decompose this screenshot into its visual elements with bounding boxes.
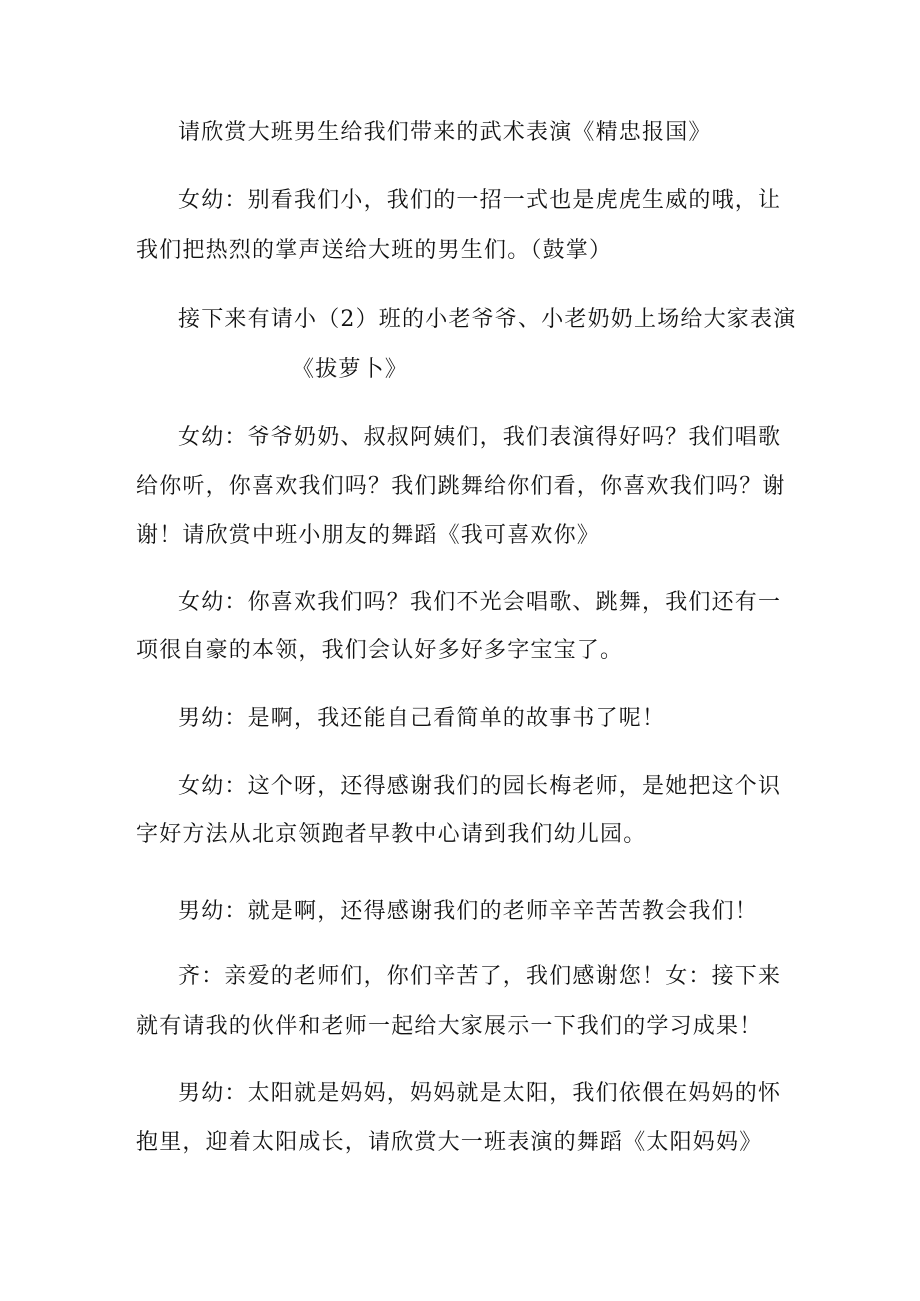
text-line-11: 男幼：是啊，我还能自己看简单的故事书了呢！ bbox=[178, 706, 666, 731]
text-line-7: 给你听，你喜欢我们吗？我们跳舞给你们看，你喜欢我们吗？谢 bbox=[136, 474, 786, 499]
text-line-2: 女幼：别看我们小，我们的一招一式也是虎虎生威的哦，让 bbox=[178, 188, 782, 213]
text-line-3: 我们把热烈的掌声送给大班的男生们。（鼓掌） bbox=[136, 238, 613, 263]
text-line-14: 男幼：就是啊，还得感谢我们的老师辛辛苦苦教会我们！ bbox=[178, 899, 759, 924]
text-line-12: 女幼：这个呀，还得感谢我们的园长梅老师，是她把这个识 bbox=[178, 774, 782, 799]
text-line-8: 谢！请欣赏中班小朋友的舞蹈《我可喜欢你》 bbox=[136, 523, 601, 548]
text-line-16: 就有请我的伙伴和老师一起给大家展示一下我们的学习成果！ bbox=[136, 1014, 763, 1039]
text-line-4: 接下来有请小（2）班的小老爷爷、小老奶奶上场给大家表演 bbox=[178, 307, 797, 332]
text-line-17: 男幼：太阳就是妈妈，妈妈就是太阳，我们依偎在妈妈的怀 bbox=[178, 1081, 782, 1106]
text-line-18: 抱里，迎着太阳成长，请欣赏大一班表演的舞蹈《太阳妈妈》 bbox=[136, 1130, 763, 1155]
text-line-5: 《拔萝卜》 bbox=[292, 357, 409, 382]
text-line-10: 项很自豪的本领，我们会认好多好多字宝宝了。 bbox=[136, 638, 624, 663]
text-line-13: 字好方法从北京领跑者早教中心请到我们幼儿园。 bbox=[136, 822, 647, 847]
text-line-6: 女幼：爷爷奶奶、叔叔阿姨们，我们表演得好吗？我们唱歌 bbox=[178, 425, 782, 450]
text-line-15: 齐：亲爱的老师们，你们辛苦了，我们感谢您！女：接下来 bbox=[178, 964, 782, 989]
text-line-1: 请欣赏大班男生给我们带来的武术表演《精忠报国》 bbox=[178, 120, 712, 145]
text-line-9: 女幼：你喜欢我们吗？我们不光会唱歌、跳舞，我们还有一 bbox=[178, 590, 782, 615]
